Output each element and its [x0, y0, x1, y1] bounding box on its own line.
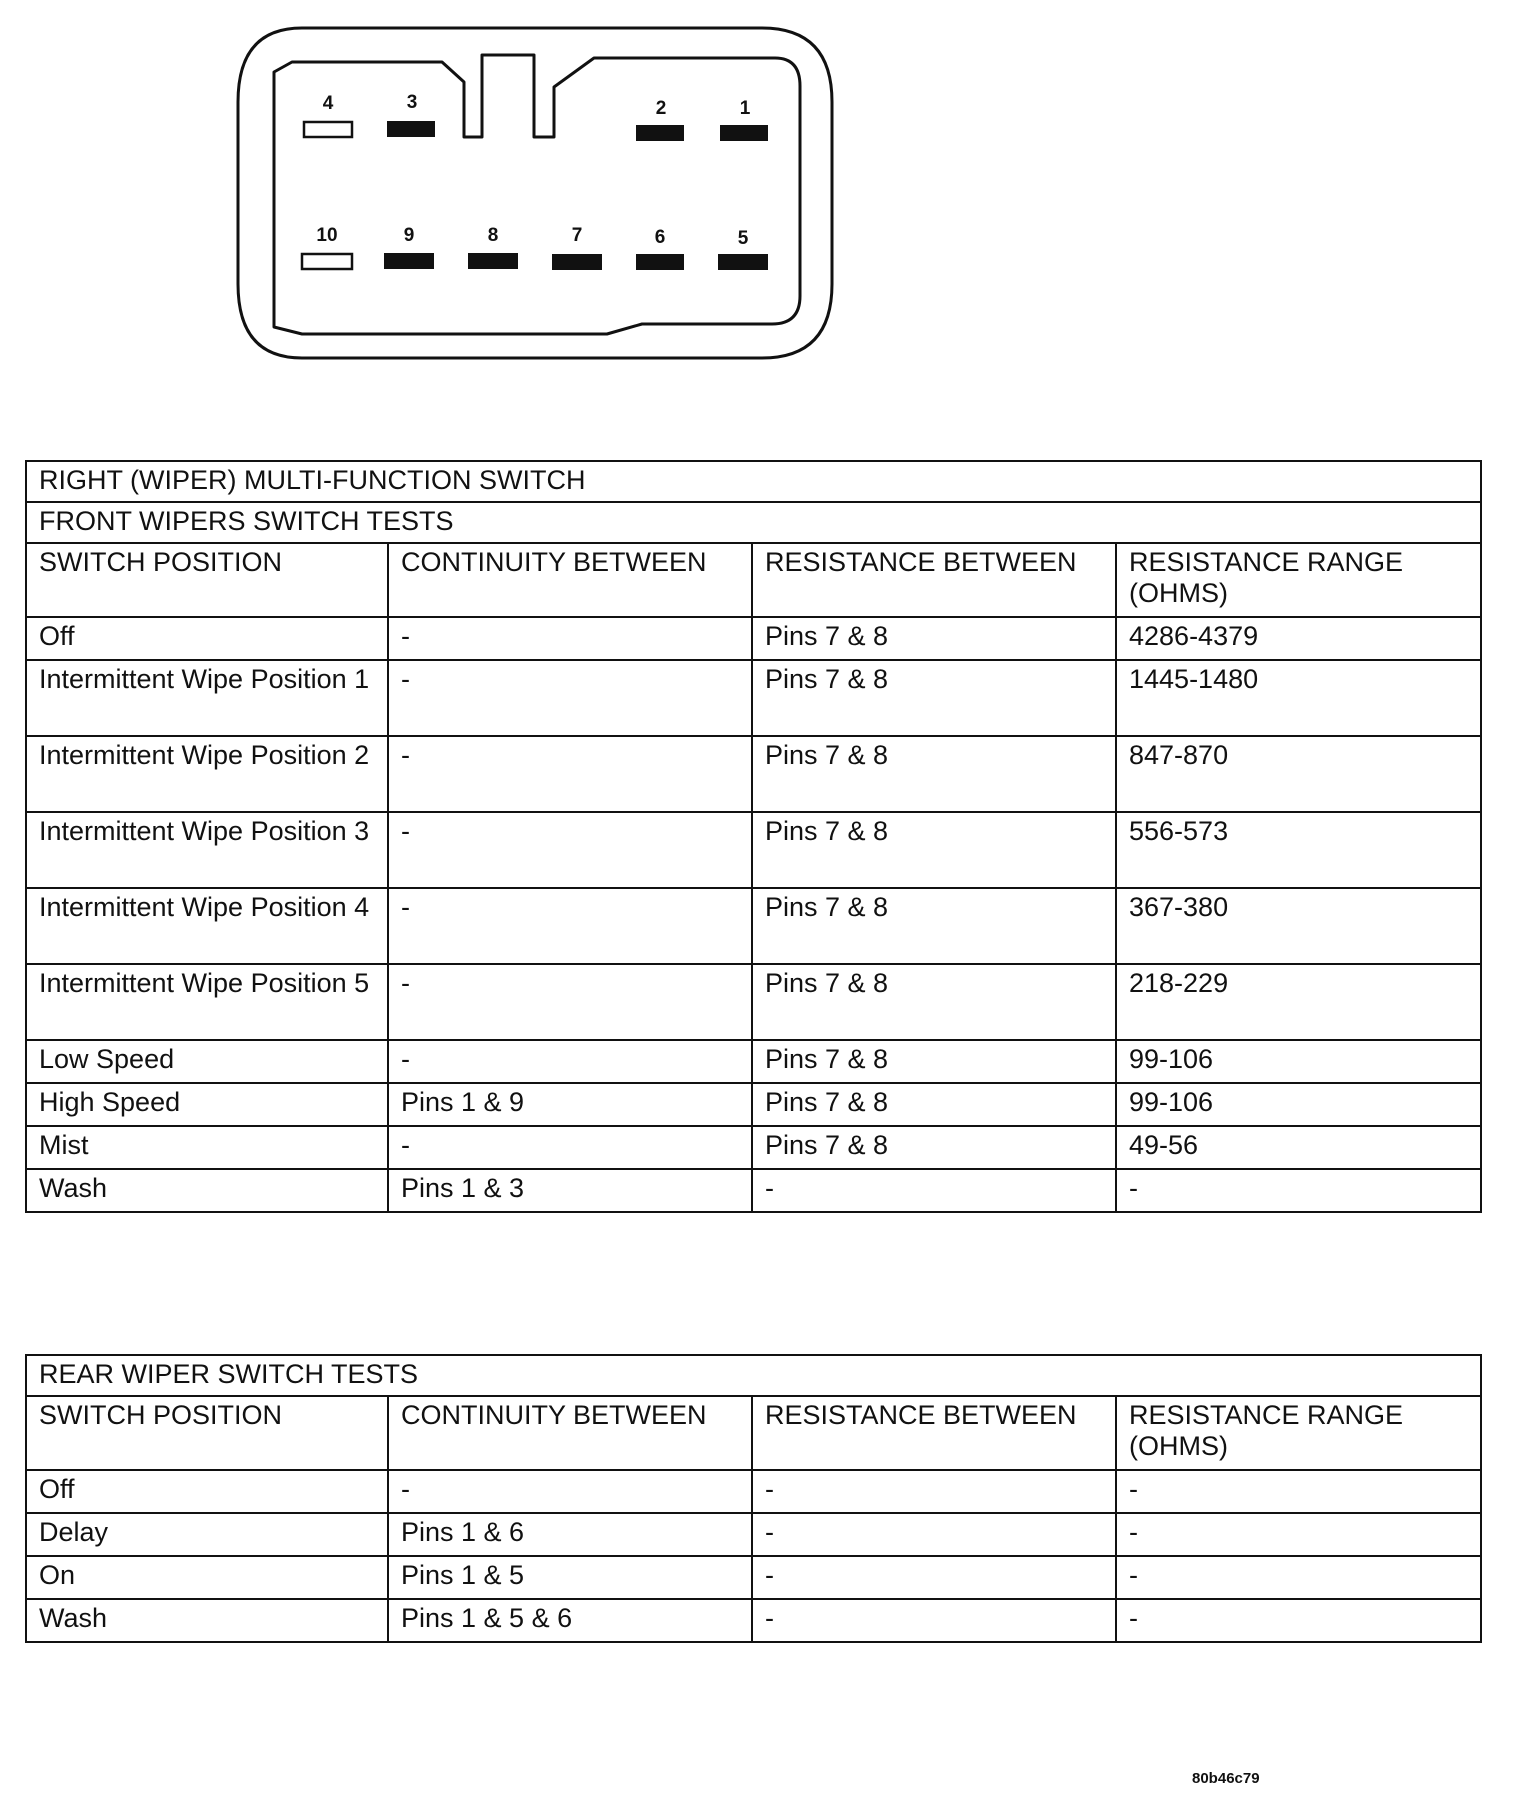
resistance-between-cell: - — [752, 1599, 1116, 1642]
front-wipers-table — [25, 460, 1482, 1213]
switch-position-cell: Delay — [26, 1513, 388, 1556]
switch-position-cell: Wash — [26, 1169, 388, 1212]
pin-9-terminal — [384, 253, 434, 269]
continuity-cell: Pins 1 & 5 — [388, 1556, 752, 1599]
resistance-range-cell: 556-573 — [1116, 812, 1481, 888]
pin-label-4: 4 — [322, 93, 334, 114]
resistance-between-cell: Pins 7 & 8 — [752, 1083, 1116, 1126]
resistance-range-cell: - — [1116, 1169, 1481, 1212]
resistance-range-cell: - — [1116, 1513, 1481, 1556]
resistance-range-cell: 218-229 — [1116, 964, 1481, 1040]
pin-2-terminal — [636, 125, 684, 141]
table-row — [26, 812, 1481, 888]
rear-wiper-table — [25, 1354, 1482, 1643]
column-header: CONTINUITY BETWEEN — [388, 1396, 752, 1470]
table-row — [26, 660, 1481, 736]
pin-3-terminal — [387, 121, 435, 137]
resistance-range-cell: 367-380 — [1116, 888, 1481, 964]
continuity-cell: - — [388, 1126, 752, 1169]
connector-inner-cavity — [274, 55, 800, 334]
table-row — [26, 1126, 1481, 1169]
pin-label-7: 7 — [571, 225, 583, 246]
connector-diagram — [232, 22, 842, 362]
switch-position-cell: Low Speed — [26, 1040, 388, 1083]
pin-6-terminal — [636, 254, 684, 270]
column-header: CONTINUITY BETWEEN — [388, 543, 752, 617]
column-header: RESISTANCE BETWEEN — [752, 543, 1116, 617]
resistance-between-cell: Pins 7 & 8 — [752, 812, 1116, 888]
continuity-cell: - — [388, 1470, 752, 1513]
resistance-range-cell: - — [1116, 1599, 1481, 1642]
resistance-between-cell: - — [752, 1513, 1116, 1556]
table-title-row — [26, 461, 1481, 502]
continuity-cell: - — [388, 888, 752, 964]
column-header: RESISTANCE RANGE (OHMS) — [1116, 543, 1481, 617]
table-row — [26, 617, 1481, 660]
switch-position-cell: Intermittent Wipe Position 4 — [26, 888, 388, 964]
resistance-range-cell: 99-106 — [1116, 1040, 1481, 1083]
resistance-between-cell: Pins 7 & 8 — [752, 660, 1116, 736]
continuity-cell: - — [388, 660, 752, 736]
switch-position-cell: Intermittent Wipe Position 1 — [26, 660, 388, 736]
continuity-cell: Pins 1 & 6 — [388, 1513, 752, 1556]
switch-position-cell: Off — [26, 1470, 388, 1513]
switch-position-cell: On — [26, 1556, 388, 1599]
continuity-cell: - — [388, 1040, 752, 1083]
table-header-row — [26, 543, 1481, 617]
switch-position-cell: Wash — [26, 1599, 388, 1642]
continuity-cell: Pins 1 & 3 — [388, 1169, 752, 1212]
resistance-between-cell: Pins 7 & 8 — [752, 888, 1116, 964]
resistance-range-cell: - — [1116, 1470, 1481, 1513]
rear-table-title: REAR WIPER SWITCH TESTS — [26, 1355, 1481, 1396]
resistance-between-cell: - — [752, 1169, 1116, 1212]
table-row — [26, 1083, 1481, 1126]
resistance-range-cell: 847-870 — [1116, 736, 1481, 812]
pin-label-1: 1 — [739, 98, 751, 119]
column-header: RESISTANCE RANGE (OHMS) — [1116, 1396, 1481, 1470]
switch-position-cell: Intermittent Wipe Position 5 — [26, 964, 388, 1040]
resistance-between-cell: Pins 7 & 8 — [752, 1040, 1116, 1083]
continuity-cell: - — [388, 964, 752, 1040]
pin-label-5: 5 — [737, 228, 749, 249]
pin-label-10: 10 — [316, 225, 338, 246]
pin-7-terminal — [552, 254, 602, 270]
resistance-between-cell: Pins 7 & 8 — [752, 964, 1116, 1040]
table-row — [26, 1040, 1481, 1083]
pin-label-9: 9 — [403, 225, 415, 246]
resistance-range-cell: 1445-1480 — [1116, 660, 1481, 736]
table-row — [26, 736, 1481, 812]
pin-1-terminal — [720, 125, 768, 141]
pin-8-terminal — [468, 253, 518, 269]
front-table-title: RIGHT (WIPER) MULTI-FUNCTION SWITCH — [26, 461, 1481, 502]
table-row — [26, 1556, 1481, 1599]
pin-10-terminal — [302, 254, 352, 269]
switch-position-cell: Intermittent Wipe Position 3 — [26, 812, 388, 888]
resistance-range-cell: 99-106 — [1116, 1083, 1481, 1126]
table-row — [26, 964, 1481, 1040]
column-header: RESISTANCE BETWEEN — [752, 1396, 1116, 1470]
table-subtitle-row — [26, 502, 1481, 543]
resistance-between-cell: Pins 7 & 8 — [752, 736, 1116, 812]
resistance-range-cell: - — [1116, 1556, 1481, 1599]
pin-label-3: 3 — [406, 92, 418, 113]
table-row — [26, 1599, 1481, 1642]
resistance-between-cell: - — [752, 1556, 1116, 1599]
resistance-range-cell: 4286-4379 — [1116, 617, 1481, 660]
resistance-between-cell: Pins 7 & 8 — [752, 617, 1116, 660]
column-header: SWITCH POSITION — [26, 543, 388, 617]
switch-position-cell: Mist — [26, 1126, 388, 1169]
pin-label-8: 8 — [487, 225, 499, 246]
pin-4-terminal — [304, 122, 352, 137]
front-table-subtitle: FRONT WIPERS SWITCH TESTS — [26, 502, 1481, 543]
continuity-cell: Pins 1 & 5 & 6 — [388, 1599, 752, 1642]
table-row — [26, 1169, 1481, 1212]
pin-label-2: 2 — [655, 98, 667, 119]
table-row — [26, 1470, 1481, 1513]
pin-label-6: 6 — [654, 227, 666, 248]
column-header: SWITCH POSITION — [26, 1396, 388, 1470]
table-title-row — [26, 1355, 1481, 1396]
pin-5-terminal — [718, 254, 768, 270]
switch-position-cell: Intermittent Wipe Position 2 — [26, 736, 388, 812]
continuity-cell: - — [388, 736, 752, 812]
resistance-between-cell: Pins 7 & 8 — [752, 1126, 1116, 1169]
table-row — [26, 1513, 1481, 1556]
resistance-between-cell: - — [752, 1470, 1116, 1513]
continuity-cell: - — [388, 617, 752, 660]
table-row — [26, 888, 1481, 964]
figure-code: 80b46c79 — [1192, 1770, 1260, 1787]
resistance-range-cell: 49-56 — [1116, 1126, 1481, 1169]
continuity-cell: - — [388, 812, 752, 888]
switch-position-cell: Off — [26, 617, 388, 660]
table-header-row — [26, 1396, 1481, 1470]
switch-position-cell: High Speed — [26, 1083, 388, 1126]
continuity-cell: Pins 1 & 9 — [388, 1083, 752, 1126]
